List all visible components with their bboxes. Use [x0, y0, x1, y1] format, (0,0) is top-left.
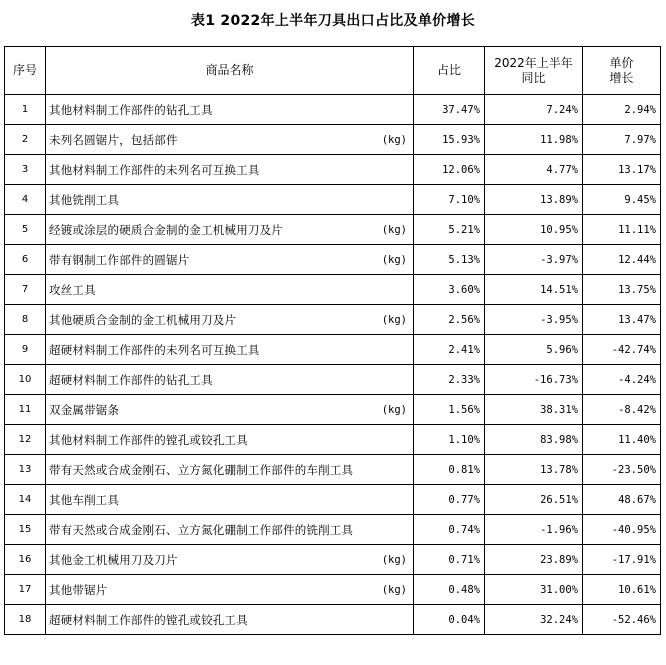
table-row	[5, 185, 661, 215]
product-name-cell	[46, 185, 414, 215]
unit-price-growth-value: 9.45%	[583, 185, 661, 215]
unit-price-growth-value: -4.24%	[583, 365, 661, 395]
row-number: 18	[5, 605, 46, 635]
share-value: 0.74%	[414, 515, 485, 545]
product-name: 其他车削工具	[49, 492, 120, 507]
share-value: 37.47%	[414, 95, 485, 125]
product-name: 超硬材料制工作部件的镗孔或铰孔工具	[49, 612, 248, 627]
share-value: 2.33%	[414, 365, 485, 395]
yoy-growth-value: 26.51%	[485, 485, 583, 515]
product-name: 其他铣削工具	[49, 192, 120, 207]
yoy-growth-value: 4.77%	[485, 155, 583, 185]
product-name-cell	[46, 215, 414, 245]
row-number: 17	[5, 575, 46, 605]
table-row	[5, 575, 661, 605]
yoy-growth-value: 13.89%	[485, 185, 583, 215]
product-name-cell	[46, 425, 414, 455]
table-row	[5, 155, 661, 185]
header-price	[583, 47, 661, 95]
table-row	[5, 515, 661, 545]
table-row	[5, 95, 661, 125]
header-name: 商品名称	[46, 47, 414, 95]
yoy-growth-value: 32.24%	[485, 605, 583, 635]
unit-price-growth-value: -8.42%	[583, 395, 661, 425]
unit-price-growth-value: -23.50%	[583, 455, 661, 485]
unit-label: (kg)	[381, 403, 407, 416]
table-row	[5, 605, 661, 635]
table-row	[5, 275, 661, 305]
share-value: 12.06%	[414, 155, 485, 185]
product-name-cell	[46, 125, 414, 155]
product-name-cell	[46, 575, 414, 605]
product-name: 其他硬质合金制的金工机械用刀及片	[49, 312, 237, 327]
share-value: 0.71%	[414, 545, 485, 575]
yoy-growth-value: 10.95%	[485, 215, 583, 245]
row-number: 15	[5, 515, 46, 545]
header-price-line1: 单价	[609, 55, 634, 70]
unit-price-growth-value: -40.95%	[583, 515, 661, 545]
yoy-growth-value: 13.78%	[485, 455, 583, 485]
unit-label: (kg)	[381, 313, 407, 326]
unit-price-growth-value: 13.75%	[583, 275, 661, 305]
yoy-growth-value: -1.96%	[485, 515, 583, 545]
yoy-growth-value: 11.98%	[485, 125, 583, 155]
table-row	[5, 425, 661, 455]
table-row	[5, 395, 661, 425]
header-no: 序号	[5, 47, 46, 95]
yoy-growth-value: 14.51%	[485, 275, 583, 305]
table-row	[5, 365, 661, 395]
product-name-cell	[46, 515, 414, 545]
share-value: 2.56%	[414, 305, 485, 335]
header-yoy-line2: 同比	[521, 70, 546, 85]
share-value: 0.48%	[414, 575, 485, 605]
product-name: 带有天然或合成金刚石、立方氮化硼制工作部件的铣削工具	[49, 522, 354, 537]
unit-price-growth-value: 13.47%	[583, 305, 661, 335]
product-name-cell	[46, 335, 414, 365]
product-name-cell	[46, 545, 414, 575]
unit-price-growth-value: 11.11%	[583, 215, 661, 245]
row-number: 5	[5, 215, 46, 245]
table-row	[5, 455, 661, 485]
product-name: 超硬材料制工作部件的未列名可互换工具	[49, 342, 260, 357]
share-value: 15.93%	[414, 125, 485, 155]
product-name-cell	[46, 485, 414, 515]
share-value: 0.81%	[414, 455, 485, 485]
unit-price-growth-value: 2.94%	[583, 95, 661, 125]
yoy-growth-value: 38.31%	[485, 395, 583, 425]
row-number: 2	[5, 125, 46, 155]
yoy-growth-value: 5.96%	[485, 335, 583, 365]
product-name: 经镀或涂层的硬质合金制的金工机械用刀及片	[49, 222, 283, 237]
unit-price-growth-value: 10.61%	[583, 575, 661, 605]
table-row	[5, 305, 661, 335]
unit-price-growth-value: -17.91%	[583, 545, 661, 575]
product-name: 其他材料制工作部件的钻孔工具	[49, 102, 213, 117]
yoy-growth-value: -16.73%	[485, 365, 583, 395]
table-row	[5, 335, 661, 365]
unit-price-growth-value: 12.44%	[583, 245, 661, 275]
product-name-cell	[46, 365, 414, 395]
header-yoy-line1: 2022年上半年	[494, 55, 573, 70]
unit-price-growth-value: 48.67%	[583, 485, 661, 515]
product-name: 带有天然或合成金刚石、立方氮化硼制工作部件的车削工具	[49, 462, 354, 477]
table-row	[5, 215, 661, 245]
row-number: 13	[5, 455, 46, 485]
unit-label: (kg)	[381, 223, 407, 236]
product-name: 带有钢制工作部件的圆锯片	[49, 252, 190, 267]
yoy-growth-value: 7.24%	[485, 95, 583, 125]
product-name-cell	[46, 155, 414, 185]
share-value: 1.56%	[414, 395, 485, 425]
row-number: 7	[5, 275, 46, 305]
row-number: 11	[5, 395, 46, 425]
unit-price-growth-value: 11.40%	[583, 425, 661, 455]
unit-price-growth-value: -52.46%	[583, 605, 661, 635]
share-value: 5.21%	[414, 215, 485, 245]
row-number: 9	[5, 335, 46, 365]
yoy-growth-value: -3.97%	[485, 245, 583, 275]
table-row	[5, 125, 661, 155]
share-value: 5.13%	[414, 245, 485, 275]
product-name-cell	[46, 245, 414, 275]
unit-label: (kg)	[381, 253, 407, 266]
table-row	[5, 545, 661, 575]
table-row	[5, 245, 661, 275]
header-price-line2: 增长	[609, 70, 634, 85]
product-name: 其他带锯片	[49, 582, 108, 597]
row-number: 16	[5, 545, 46, 575]
row-number: 4	[5, 185, 46, 215]
unit-price-growth-value: 13.17%	[583, 155, 661, 185]
product-name: 其他材料制工作部件的未列名可互换工具	[49, 162, 260, 177]
product-name: 超硬材料制工作部件的钻孔工具	[49, 372, 213, 387]
yoy-growth-value: 83.98%	[485, 425, 583, 455]
share-value: 1.10%	[414, 425, 485, 455]
product-name-cell	[46, 605, 414, 635]
row-number: 6	[5, 245, 46, 275]
row-number: 14	[5, 485, 46, 515]
header-share: 占比	[414, 47, 485, 95]
unit-label: (kg)	[381, 133, 407, 146]
product-name-cell	[46, 455, 414, 485]
yoy-growth-value: -3.95%	[485, 305, 583, 335]
product-name: 双金属带锯条	[49, 402, 120, 417]
product-name-cell	[46, 305, 414, 335]
row-number: 8	[5, 305, 46, 335]
row-number: 10	[5, 365, 46, 395]
yoy-growth-value: 23.89%	[485, 545, 583, 575]
header-yoy	[485, 47, 583, 95]
product-name: 攻丝工具	[49, 282, 96, 297]
share-value: 0.04%	[414, 605, 485, 635]
row-number: 3	[5, 155, 46, 185]
product-name: 未列名圆锯片，包括部件	[49, 132, 178, 147]
table-title: 表1 2022年上半年刀具出口占比及单价增长	[190, 13, 476, 29]
unit-label: (kg)	[381, 553, 407, 566]
export-share-table	[4, 46, 661, 635]
product-name-cell	[46, 275, 414, 305]
unit-label: (kg)	[381, 583, 407, 596]
share-value: 0.77%	[414, 485, 485, 515]
share-value: 2.41%	[414, 335, 485, 365]
share-value: 7.10%	[414, 185, 485, 215]
unit-price-growth-value: -42.74%	[583, 335, 661, 365]
row-number: 1	[5, 95, 46, 125]
product-name-cell	[46, 395, 414, 425]
yoy-growth-value: 31.00%	[485, 575, 583, 605]
share-value: 3.60%	[414, 275, 485, 305]
row-number: 12	[5, 425, 46, 455]
product-name-cell	[46, 95, 414, 125]
product-name: 其他金工机械用刀及刀片	[49, 552, 178, 567]
unit-price-growth-value: 7.97%	[583, 125, 661, 155]
product-name: 其他材料制工作部件的镗孔或铰孔工具	[49, 432, 248, 447]
header-row	[5, 47, 661, 95]
table-row	[5, 485, 661, 515]
